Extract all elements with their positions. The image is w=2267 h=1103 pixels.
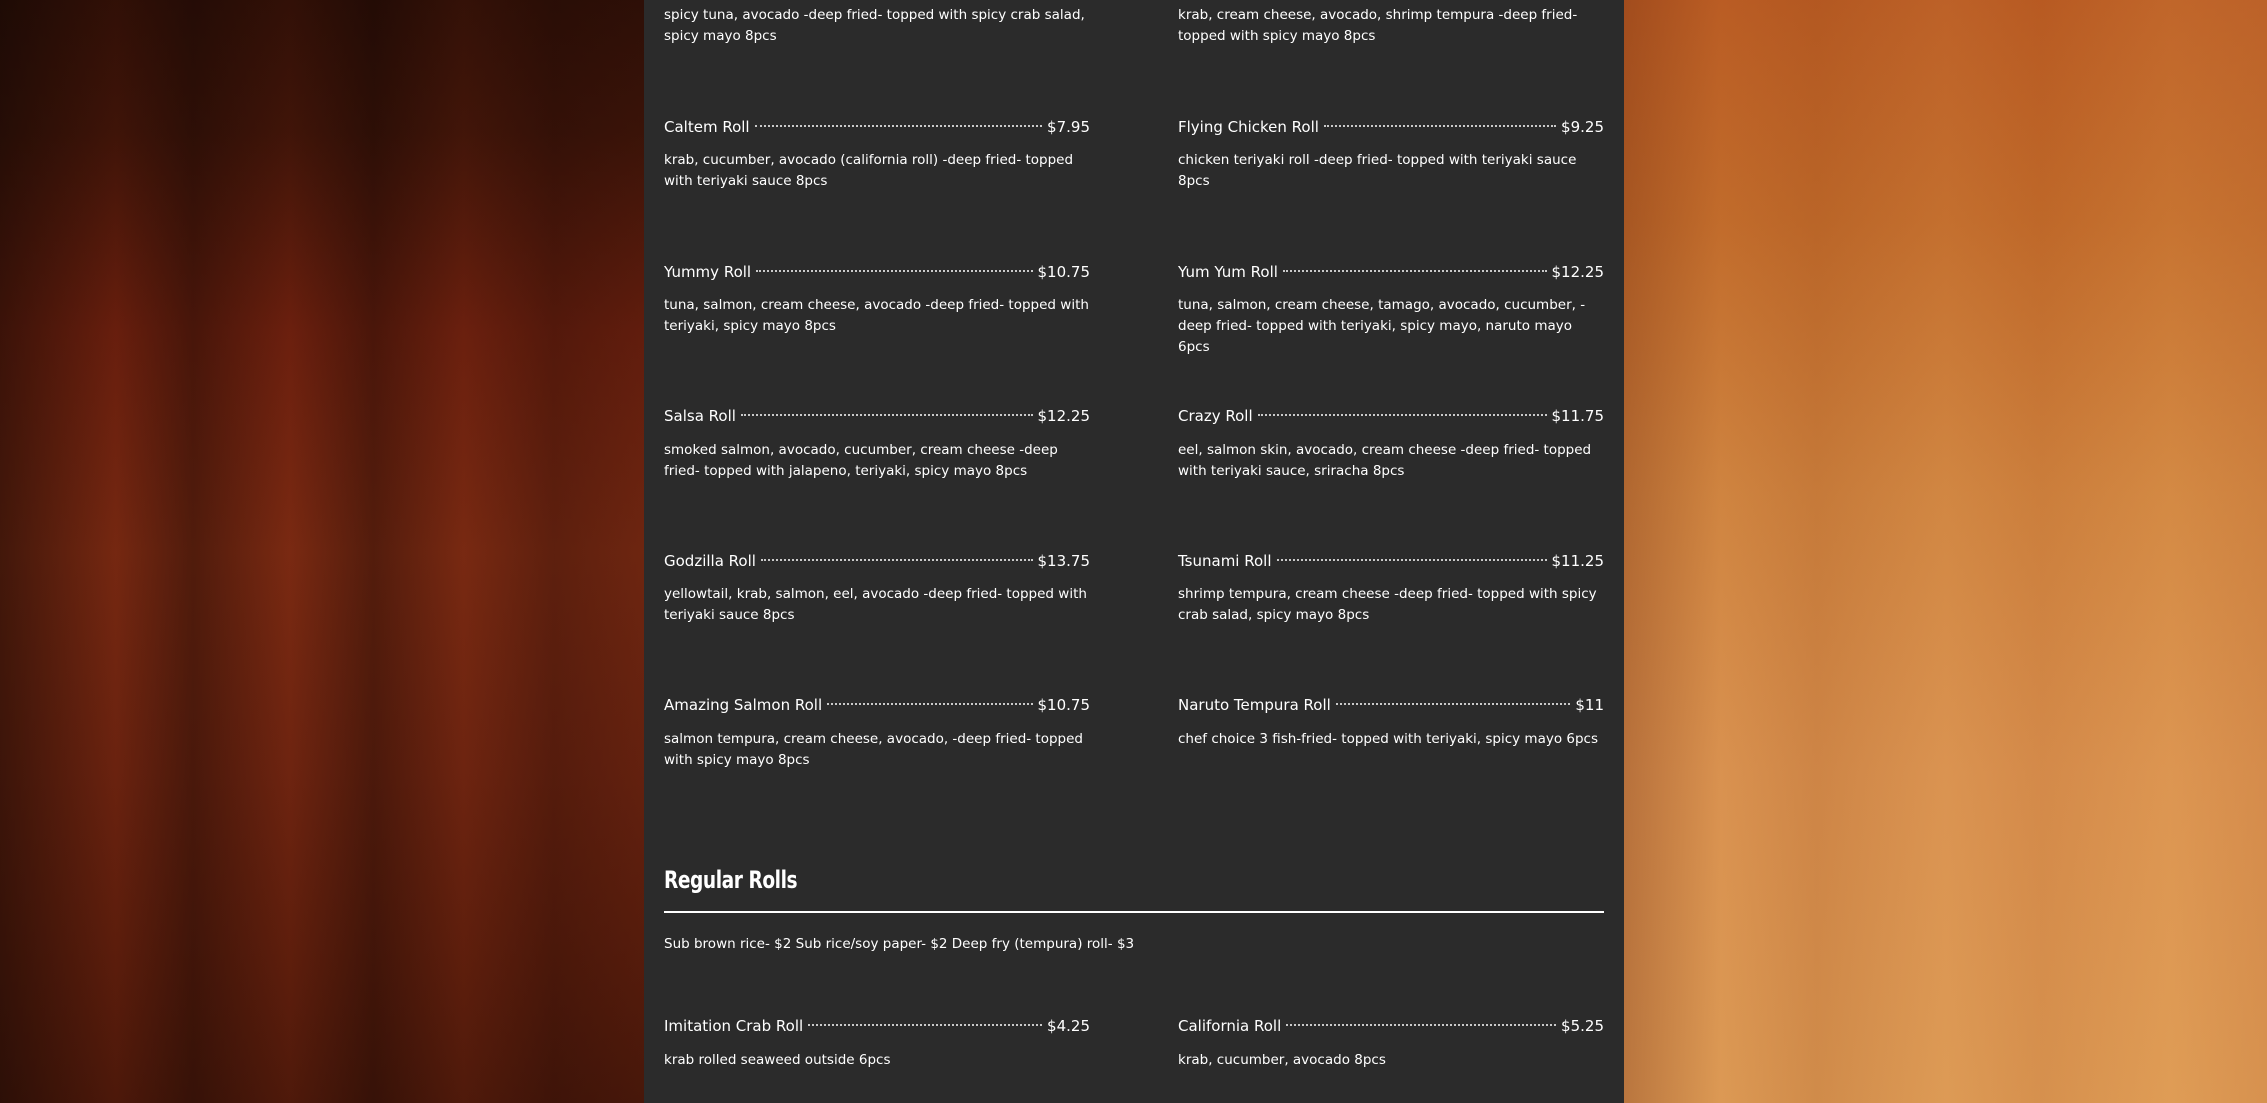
dot-leader (808, 1024, 1042, 1026)
menu-item-header (1178, 117, 1604, 137)
dot-leader (1336, 703, 1571, 705)
item-name: Crazy Roll (1178, 407, 1253, 425)
background-right-blur (1624, 0, 2267, 1103)
item-description: chicken teriyaki roll -deep fried- topped with teriyaki sauce 8pcs (1178, 152, 1577, 189)
item-name: Amazing Salmon Roll (664, 696, 823, 714)
menu-item-header (1178, 406, 1604, 426)
menu-panel (644, 0, 1624, 1103)
menu-item-header (664, 551, 1090, 571)
menu-item-header (664, 695, 1090, 715)
item-description: krab, cucumber, avocado 8pcs (1178, 1052, 1386, 1068)
section-note: Sub brown rice- $2 Sub rice/soy paper- $2 Deep fry (tempura) roll- $3 (664, 936, 1135, 952)
dot-leader (1258, 414, 1547, 416)
item-description: salmon tempura, cream cheese, avocado, -deep fried- topped with spicy mayo 8pcs (664, 731, 1084, 768)
item-name: Yummy Roll (664, 263, 752, 281)
menu-item-header (664, 262, 1090, 282)
item-description: chef choice 3 fish-fried- topped with teriyaki, spicy mayo 6pcs (1178, 731, 1599, 747)
dot-leader (756, 270, 1032, 272)
item-description: smoked salmon, avocado, cucumber, cream cheese -deep fried- topped with jalapeno, teriyaki, spicy mayo 8pcs (664, 442, 1058, 479)
item-description: eel, salmon skin, avocado, cream cheese -deep fried- topped with teriyaki sauce, sriracha 8pcs (1178, 442, 1592, 479)
dot-leader (761, 559, 1033, 561)
menu-item-header (1178, 262, 1604, 282)
dot-leader (1283, 270, 1547, 272)
section-divider (664, 911, 1604, 913)
item-price: $4.25 (1047, 1017, 1090, 1035)
background-left-blur (0, 0, 644, 1103)
item-description: shrimp tempura, cream cheese -deep fried- topped with spicy crab salad, spicy mayo 8pcs (1178, 586, 1597, 623)
menu-item-header (1178, 1016, 1604, 1036)
item-description: yellowtail, krab, salmon, eel, avocado -deep fried- topped with teriyaki sauce 8pcs (664, 586, 1087, 623)
item-price: $11 (1575, 696, 1604, 714)
item-price: $11.25 (1551, 552, 1604, 570)
item-description: krab, cream cheese, avocado, shrimp tempura -deep fried- topped with spicy mayo 8pcs (1178, 7, 1578, 44)
item-description: krab, cucumber, avocado (california roll) -deep fried- topped with teriyaki sauce 8pcs (664, 152, 1074, 189)
item-description: tuna, salmon, cream cheese, avocado -deep fried- topped with teriyaki, spicy mayo 8pcs (664, 297, 1089, 334)
item-name: Yum Yum Roll (1178, 263, 1278, 281)
item-price: $7.95 (1047, 118, 1090, 136)
item-name: Imitation Crab Roll (664, 1017, 804, 1035)
dot-leader (827, 703, 1032, 705)
item-price: $9.25 (1561, 118, 1604, 136)
dot-leader (755, 125, 1042, 127)
item-name: Tsunami Roll (1178, 552, 1272, 570)
menu-item-header (664, 117, 1090, 137)
item-name: Caltem Roll (664, 118, 750, 136)
item-price: $12.25 (1037, 407, 1090, 425)
menu-item-header (664, 406, 1090, 426)
item-price: $12.25 (1551, 263, 1604, 281)
menu-item-header (1178, 551, 1604, 571)
dot-leader (1324, 125, 1556, 127)
dot-leader (1286, 1024, 1556, 1026)
menu-item-header (1178, 695, 1604, 715)
section-title-regular-rolls: Regular Rolls (664, 866, 798, 894)
dot-leader (741, 414, 1033, 416)
item-description: krab rolled seaweed outside 6pcs (664, 1052, 891, 1068)
item-price: $10.75 (1037, 696, 1090, 714)
item-name: Naruto Tempura Roll (1178, 696, 1331, 714)
dot-leader (1277, 559, 1547, 561)
item-name: California Roll (1178, 1017, 1282, 1035)
item-price: $10.75 (1037, 263, 1090, 281)
item-description: tuna, salmon, cream cheese, tamago, avocado, cucumber, -deep fried- topped with teriyaki, spicy mayo, naruto mayo 6pcs (1178, 297, 1586, 355)
menu-item-header (664, 1016, 1090, 1036)
item-name: Salsa Roll (664, 407, 736, 425)
item-description: spicy tuna, avocado -deep fried- topped with spicy crab salad, spicy mayo 8pcs (664, 7, 1085, 44)
item-name: Godzilla Roll (664, 552, 756, 570)
item-price: $5.25 (1561, 1017, 1604, 1035)
item-price: $13.75 (1037, 552, 1090, 570)
item-price: $11.75 (1551, 407, 1604, 425)
item-name: Flying Chicken Roll (1178, 118, 1319, 136)
